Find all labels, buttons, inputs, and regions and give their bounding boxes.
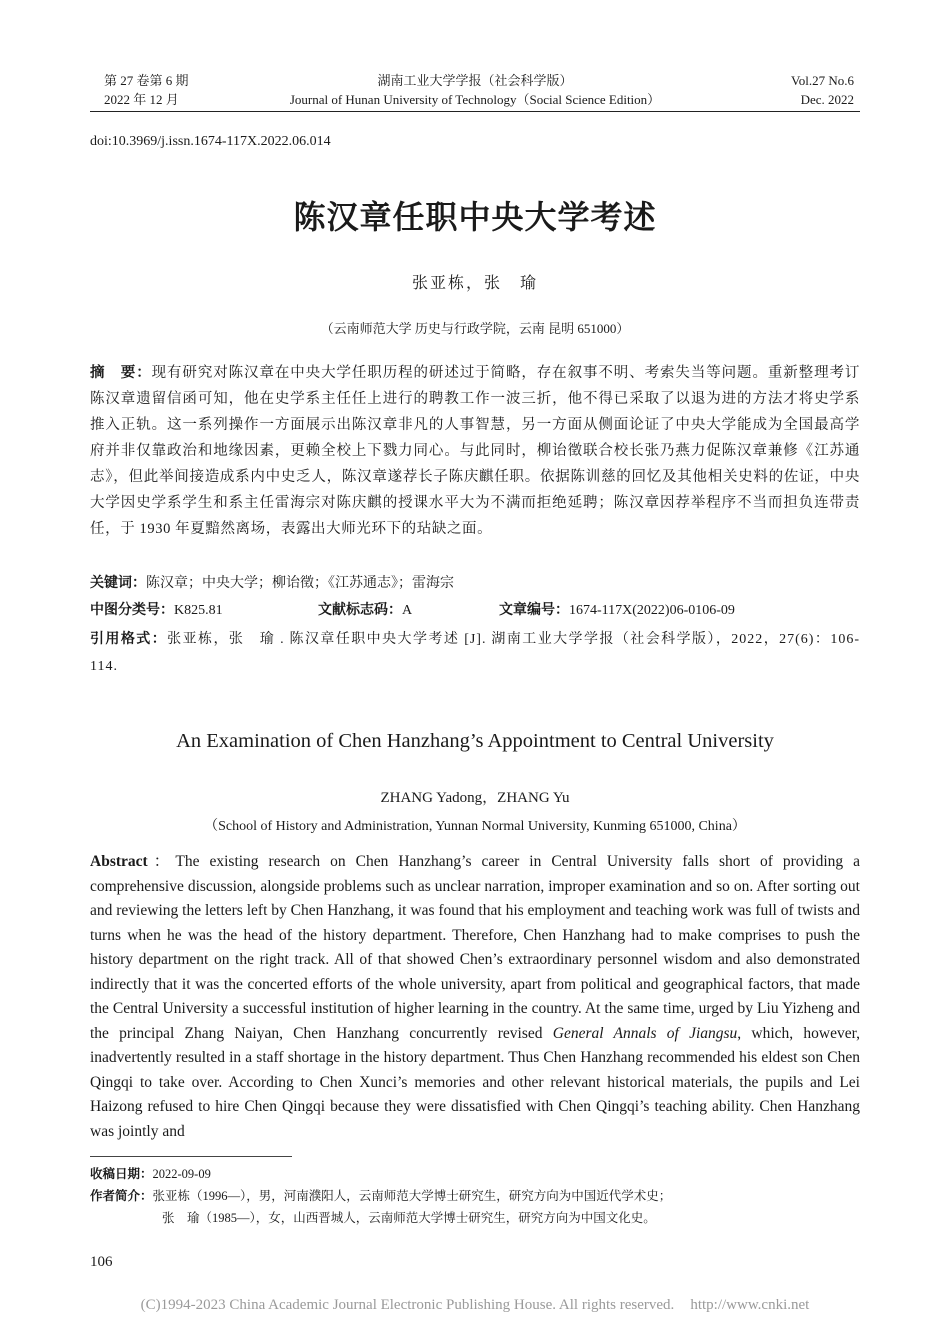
clc-value: K825.81 — [174, 603, 223, 618]
article-number-label: 文章编号： — [499, 602, 569, 618]
authors-cn: 张亚栋，张 瑜 — [411, 275, 538, 292]
running-header — [90, 71, 860, 111]
header-journal-cn: 湖南工业大学学报（社会科学版） — [377, 73, 573, 88]
bio-label: 作者简介： — [90, 1188, 153, 1203]
affiliation-cn: （云南师范大学 历史与行政学院，云南 昆明 651000） — [320, 321, 630, 336]
affiliation-en: （School of History and Administration, Yunnan Normal University, Kunming 651000, China） — [204, 819, 746, 834]
citation-text: 张亚栋，张 瑜 . 陈汉章任职中央大学考述 [J]. 湖南工业大学学报（社会科学版），2022，27(6)：106-114. — [90, 632, 860, 674]
received-label: 收稿日期： — [90, 1166, 153, 1181]
article-title-en: An Examination of Chen Hanzhang’s Appointment to Central University — [176, 730, 774, 752]
citation-format — [90, 626, 860, 680]
abstract-cn — [90, 360, 860, 542]
abstract-en — [90, 850, 860, 1144]
bio-author-1: 张亚栋（1996—），男，河南濮阳人，云南师范大学博士研究生，研究方向为中国近代学术史； — [152, 1189, 672, 1203]
header-rule — [90, 111, 860, 112]
keywords-label: 关键词： — [90, 575, 146, 591]
header-vol-no: Vol.27 No.6 — [791, 73, 854, 88]
bio-author-2: 张 瑜（1985—），女，山西晋城人，云南师范大学博士研究生，研究方向为中国文化史。 — [162, 1211, 656, 1225]
abstract-en-colon: ： — [147, 853, 176, 870]
header-date: 2022 年 12 月 — [104, 92, 179, 107]
doc-code-label: 文献标志码： — [318, 602, 402, 618]
received-value: 2022-09-09 — [152, 1167, 211, 1181]
footnote-rule — [90, 1156, 292, 1157]
abstract-en-text-1: The existing research on Chen Hanzhang’s career in Central University falls short of providing a comprehensive discussion, alongside problems such as unclear narration, improper examination and so on. After sorting out and reviewing the letters left by Chen Hanzhang, it was found that his employment and teaching work was full of twists and turns when he was the head of the history department. Therefore, Chen Hanzhang had to make comprises to push the history department on the right track. All of that showed Chen’s extraordinary personnel wisdom and also demonstrated indirectly that it was the concerted efforts of the whole university, apart from political and geographical factors, that made the Central University a successful institution of higher learning in the country. At the same time, urged by Liu Yizheng and the principal Zhang Naiyan, Chen Hanzhang concurrently revised — [90, 853, 860, 1042]
footer-url[interactable]: http://www.cnki.net — [690, 1297, 810, 1313]
footnote-bio-2 — [90, 1208, 860, 1228]
page-number: 106 — [90, 1254, 113, 1270]
header-journal — [90, 71, 860, 109]
header-volume: 第 27 卷第 6 期 — [104, 73, 189, 88]
document-code — [318, 600, 412, 621]
keywords — [90, 573, 860, 594]
abstract-cn-label: 摘 要： — [90, 365, 152, 381]
header-date-en: Dec. 2022 — [800, 92, 854, 107]
clc-label: 中图分类号： — [90, 602, 174, 618]
keywords-text: 陈汉章；中央大学；柳诒徵；《江苏通志》；雷海宗 — [146, 576, 454, 591]
citation-label: 引用格式： — [90, 631, 168, 647]
authors-en: ZHANG Yadong，ZHANG Yu — [380, 790, 570, 806]
header-vol-en — [791, 71, 854, 109]
article-number — [499, 600, 735, 621]
clc-number — [90, 600, 223, 621]
article-title-cn: 陈汉章任职中央大学考述 — [293, 198, 657, 236]
footnote-bio-1 — [90, 1186, 860, 1206]
abstract-cn-text: 现有研究对陈汉章在中央大学任职历程的研述过于简略，存在叙事不明、考索失当等问题。重新整理考订陈汉章遗留信函可知，他在史学系主任任上进行的聘教工作一波三折，他不得已采取了以退为进的方法才将史学系推入正轨。这一系列操作一方面展示出陈汉章非凡的人事智慧，另一方面从侧面论证了中央大学能成为全国最高学府并非仅靠政治和地缘因素，更赖全校上下戮力同心。与此同时，柳诒徵联合校长张乃燕力促陈汉章兼修《江苏通志》，但此举间接造成系内中史乏人，陈汉章遂荐长子陈庆麒任职。依据陈训慈的回忆及其他相关史料的佐证，中央大学因史学系学生和系主任雷海宗对陈庆麒的授课水平大为不满而拒绝延聘；陈汉章因荐举程序不当而担负连带责任，于 1930 年夏黯然离场，表露出大师光环下的玷缺之面。 — [90, 365, 860, 537]
article-number-value: 1674-117X(2022)06-0106-09 — [569, 603, 735, 618]
footer-copyright: (C)1994-2023 China Academic Journal Electronic Publishing House. All rights reserved. — [140, 1297, 675, 1313]
cnki-footer — [0, 1297, 950, 1314]
abstract-en-label: Abstract — [90, 853, 148, 870]
abstract-en-text-2: , which, however, inadvertently resulted in a staff shortage in the history department. Thus Chen Hanzhang recommended his eldest son Chen Qingqi to take over. According to Chen Xunci’s memories and other relevant historical materials, the pupils and Lei Haizong refused to hire Chen Qingqi because they were dissatisfied with Chen Qingqi’s teaching ability. Chen Hanzhang was jointly and — [90, 1024, 861, 1140]
header-journal-en: Journal of Hunan University of Technology（Social Science Edition） — [289, 92, 661, 107]
footnote-received — [90, 1164, 860, 1184]
doi[interactable]: doi:10.3969/j.issn.1674-117X.2022.06.014 — [90, 134, 331, 149]
abstract-en-italic-title: General Annals of Jiangsu — [552, 1024, 738, 1042]
doc-code-value: A — [402, 603, 413, 618]
